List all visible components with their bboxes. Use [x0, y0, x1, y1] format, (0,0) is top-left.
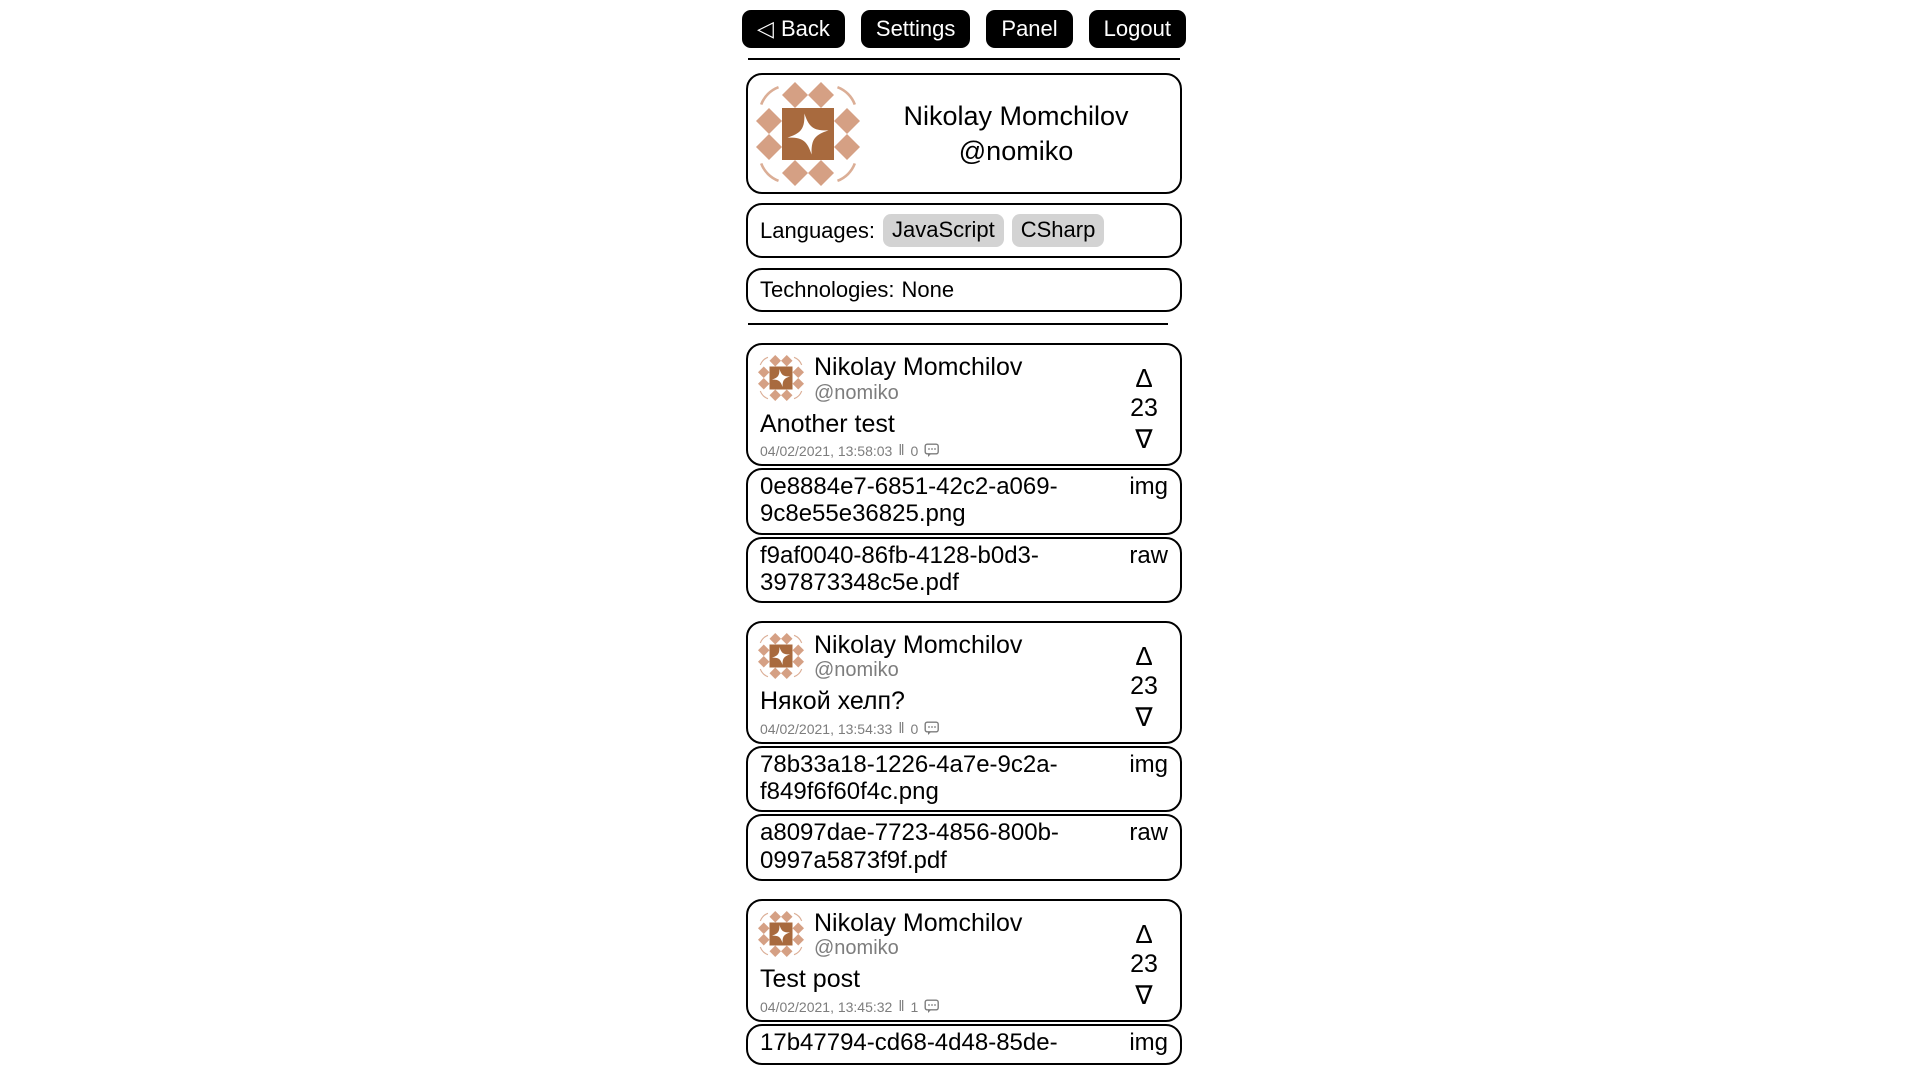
- comment-count: 0: [910, 720, 919, 737]
- post-card[interactable]: [746, 621, 1182, 745]
- downvote-button[interactable]: ∇: [1135, 980, 1153, 1011]
- post-content: [758, 353, 1120, 460]
- attachment-row[interactable]: [746, 746, 1182, 812]
- language-badge-javascript: JavaScript: [883, 214, 1004, 246]
- vote-count: 23: [1130, 671, 1158, 700]
- attachment-filename: 78b33a18-1226-4a7e-9c2a-f849f6f60f4c.png: [760, 751, 1058, 806]
- comment-count: 0: [910, 442, 919, 459]
- attachment-filename: 17b47794-cd68-4d48-85de-: [760, 1029, 1058, 1057]
- meta-separator: ‖: [898, 442, 905, 460]
- vote-column: [1120, 918, 1168, 1016]
- post-avatar: [758, 355, 804, 401]
- settings-button[interactable]: Settings: [861, 10, 971, 48]
- back-icon: ◁: [757, 16, 774, 41]
- post-timestamp: 04/02/2021, 13:58:03: [760, 442, 893, 459]
- attachment-filename: 0e8884e7-6851-42c2-a069-9c8e55e36825.png: [760, 473, 1058, 528]
- upvote-button[interactable]: Δ: [1135, 918, 1153, 949]
- meta-separator: ‖: [898, 998, 905, 1016]
- attachment-kind: raw: [1129, 541, 1168, 569]
- languages-label: Languages:: [760, 217, 875, 243]
- downvote-button[interactable]: ∇: [1135, 702, 1153, 733]
- attachment-filename: f9af0040-86fb-4128-b0d3-397873348c5e.pdf: [760, 541, 1039, 596]
- meta-separator: ‖: [898, 720, 905, 738]
- post-card[interactable]: [746, 343, 1182, 467]
- back-button[interactable]: [742, 10, 845, 48]
- profile-avatar: [756, 82, 860, 186]
- post-author-name: Nikolay Momchilov: [814, 908, 1023, 937]
- attachment-row[interactable]: [746, 468, 1182, 534]
- post-meta: [760, 720, 1120, 737]
- technologies-card: [746, 268, 1182, 312]
- post-author-name: Nikolay Momchilov: [814, 630, 1023, 659]
- panel-button[interactable]: Panel: [986, 10, 1072, 48]
- comment-icon: [924, 443, 940, 458]
- technologies-label: Technologies:: [760, 276, 895, 302]
- back-button-label: Back: [780, 16, 830, 41]
- profile-names: [866, 99, 1166, 169]
- attachment-kind: raw: [1129, 819, 1168, 847]
- attachment-row[interactable]: [746, 537, 1182, 603]
- post: [746, 899, 1182, 1065]
- top-nav: [746, 10, 1182, 48]
- vote-column: [1120, 640, 1168, 738]
- attachment-row[interactable]: [746, 1024, 1182, 1065]
- post: [746, 343, 1182, 603]
- vote-column: [1120, 362, 1168, 460]
- post-title: Някой хелп?: [760, 687, 905, 716]
- profile-name: Nikolay Momchilov: [903, 100, 1129, 131]
- post-meta: [760, 442, 1120, 459]
- post-timestamp: 04/02/2021, 13:54:33: [760, 720, 893, 737]
- post-author-handle: @nomiko: [814, 381, 899, 404]
- attachment-filename: a8097dae-7723-4856-800b-0997a5873f9f.pdf: [760, 819, 1059, 874]
- post-author-block: [814, 353, 1022, 405]
- content-column: [746, 0, 1182, 1065]
- post-author-handle: @nomiko: [814, 659, 899, 682]
- comment-count: 1: [910, 998, 919, 1015]
- technologies-value: None: [901, 276, 955, 302]
- downvote-button[interactable]: ∇: [1135, 424, 1153, 455]
- post-avatar: [758, 911, 804, 957]
- top-divider: [748, 58, 1180, 60]
- profile-handle: @nomiko: [958, 135, 1074, 166]
- logout-button[interactable]: Logout: [1089, 10, 1186, 48]
- attachment-row[interactable]: [746, 814, 1182, 880]
- post-author-handle: @nomiko: [814, 937, 899, 960]
- post-avatar: [758, 633, 804, 679]
- post-card[interactable]: [746, 899, 1182, 1023]
- post-content: [758, 909, 1120, 1016]
- attachment-kind: img: [1129, 1029, 1168, 1057]
- upvote-button[interactable]: Δ: [1135, 640, 1153, 671]
- vote-count: 23: [1130, 949, 1158, 978]
- post-title: Test post: [760, 965, 861, 994]
- post-author-block: [814, 909, 1022, 961]
- attachment-kind: img: [1129, 473, 1168, 501]
- post-author-block: [814, 631, 1022, 683]
- post: [746, 621, 1182, 881]
- post-author-name: Nikolay Momchilov: [814, 352, 1023, 381]
- post-title: Another test: [760, 409, 895, 438]
- profile-card: [746, 73, 1182, 194]
- language-badge-csharp: CSharp: [1012, 214, 1105, 246]
- vote-count: 23: [1130, 393, 1158, 422]
- post-meta: [760, 998, 1120, 1015]
- post-timestamp: 04/02/2021, 13:45:32: [760, 998, 893, 1015]
- post-content: [758, 631, 1120, 738]
- languages-card: [746, 203, 1182, 257]
- upvote-button[interactable]: Δ: [1135, 362, 1153, 393]
- attachment-kind: img: [1129, 751, 1168, 779]
- comment-icon: [924, 721, 940, 736]
- posts-divider: [748, 323, 1168, 325]
